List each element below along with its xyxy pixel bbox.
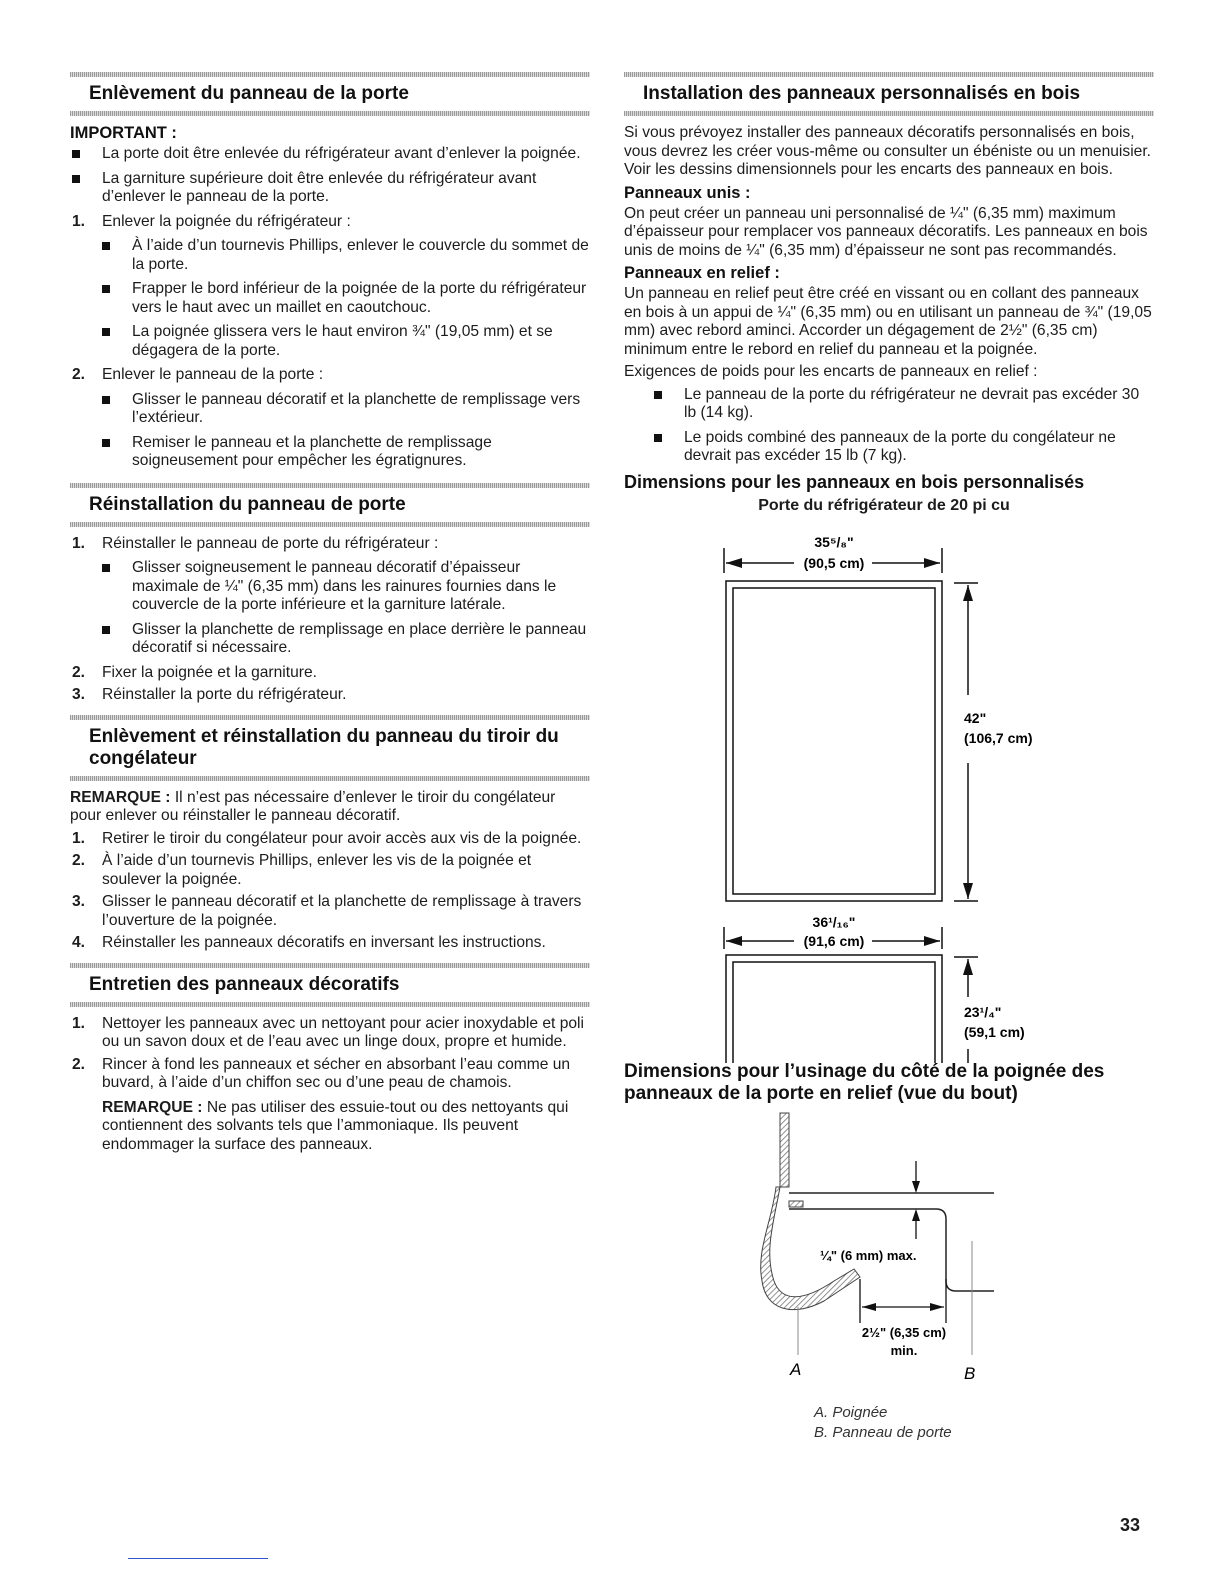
list-item: Le panneau de la porte du réfrigérateur ne devrait pas excéder 30 lb (14 kg).	[652, 386, 1154, 423]
list-item	[70, 1056, 590, 1155]
arrowhead	[930, 1303, 944, 1311]
handle-post	[780, 1113, 789, 1187]
numbered-list	[70, 535, 590, 705]
bullet-list	[102, 559, 590, 658]
dimensions-title: Dimensions pour les panneaux en bois personnalisés	[624, 471, 1085, 492]
list-item	[70, 535, 590, 658]
note-label: REMARQUE :	[102, 1098, 203, 1116]
list-item: Remiser le panneau et la planchette de remplissage soigneusement pour empêcher les égratignures.	[102, 434, 590, 471]
section-header	[70, 963, 590, 1007]
arrowhead	[912, 1181, 920, 1193]
arrowhead	[862, 1303, 876, 1311]
step-number: 1.	[72, 212, 86, 230]
section-title: Entretien des panneaux décoratifs	[89, 973, 400, 995]
paragraph: On peut créer un panneau uni personnalisé de ¼" (6,35 mm) maximum d’épaisseur pour remplacer vos panneaux décoratifs. Les panneaux en bois unis de moins de ¼" (6,35 mm) d’épaisseur ne sont pas recommandés.	[624, 204, 1148, 259]
legend-item: A. Poignée	[814, 1403, 888, 1421]
refrigerator-door-panel	[726, 581, 942, 901]
backing-strip	[789, 1201, 803, 1207]
step-text: À l’aide d’un tournevis Phillips, enlever les vis de la poignée et soulever la poignée.	[102, 852, 532, 888]
subsection-title: Panneaux unis :	[624, 183, 751, 202]
divider	[70, 963, 590, 968]
bullet-list	[652, 386, 1154, 466]
step-text: Nettoyer les panneaux avec un nettoyant pour acier inoxydable et poli ou un savon doux et de l’eau avec un linge doux, propre et humide.	[102, 1014, 584, 1050]
freezer-drawer-panel	[726, 955, 942, 1063]
bottom-height-inches: 23¹/₄"	[964, 1003, 1002, 1020]
section-header	[70, 483, 590, 527]
divider	[624, 111, 1154, 116]
divider	[70, 1002, 590, 1007]
arrowhead	[963, 959, 973, 975]
intro-paragraph: Si vous prévoyez installer des panneaux décoratifs personnalisés en bois, vous devrez les créer vous-même ou consulter un ébéniste ou un menuisier. Voir les dessins dimensionnels pour les encarts des panneaux en bois.	[624, 124, 1151, 178]
section-title: Installation des panneaux personnalisés en bois	[643, 83, 1081, 104]
divider	[70, 72, 590, 77]
list-item: La porte doit être enlevée du réfrigérateur avant d’enlever la poignée.	[70, 145, 590, 164]
step-text: Glisser le panneau décoratif et la planchette de remplissage à travers l’ouverture de la poignée.	[102, 893, 582, 929]
list-item	[70, 893, 590, 930]
numbered-list	[70, 1015, 590, 1155]
step-text: Fixer la poignée et la garniture.	[102, 663, 317, 681]
bottom-width-inches: 36¹/₁₆"	[812, 913, 856, 930]
top-width-inches: 35⁵/₈"	[814, 533, 854, 550]
arrowhead	[963, 585, 973, 601]
important-label: IMPORTANT :	[70, 124, 177, 142]
note-paragraph	[70, 789, 590, 826]
subsection-title: Panneaux en relief :	[624, 264, 780, 282]
top-height-cm: (106,7 cm)	[964, 729, 1033, 746]
arrowhead	[912, 1209, 920, 1221]
step-number: 2.	[72, 1055, 86, 1073]
list-item: Glisser soigneusement le panneau décoratif d’épaisseur maximale de ¼" (6,35 mm) dans les rainures fournies dans le couvercle de la porte inférieure et la garniture latérale.	[102, 559, 590, 615]
numbered-list	[70, 213, 590, 471]
step-number: 2.	[72, 852, 86, 869]
step-number: 2.	[72, 663, 86, 681]
step-text: Rincer à fond les panneaux et sécher en absorbant l’eau comme un buvard, à l’aide d’un chiffon sec ou d’une peau de chamois.	[102, 1055, 571, 1091]
step-number: 1.	[72, 534, 86, 552]
section-header	[70, 715, 590, 781]
step-number: 3.	[72, 686, 86, 703]
arrowhead	[924, 936, 940, 946]
section-header	[624, 72, 1154, 116]
bullet-list	[102, 391, 590, 471]
section-title: Réinstallation du panneau de porte	[89, 493, 406, 515]
list-item	[70, 830, 590, 849]
section-header	[70, 72, 590, 116]
list-item: À l’aide d’un tournevis Phillips, enlever le couvercle du sommet de la porte.	[102, 237, 590, 274]
diagram-subtitle: Porte du réfrigérateur de 20 pi cu	[758, 496, 1010, 514]
list-item: Glisser la planchette de remplissage en place derrière le panneau décoratif si nécessaire.	[102, 621, 590, 658]
top-width-cm: (90,5 cm)	[803, 554, 865, 571]
section-title: Enlèvement du panneau de la porte	[89, 83, 409, 104]
right-column	[624, 72, 1154, 1443]
step-text: Enlever la poignée du réfrigérateur :	[102, 212, 351, 230]
panel-dimension-diagram	[624, 523, 1154, 1063]
note-paragraph	[102, 1099, 590, 1155]
machining-title: Dimensions pour l’usinage du côté de la poignée des panneaux de la porte en relief (vue du bout)	[624, 1060, 1105, 1104]
page-number: 33	[1120, 1515, 1141, 1535]
note-text: Il n’est pas nécessaire d’enlever le tiroir du congélateur pour enlever ou réinstaller le panneau décoratif.	[70, 788, 556, 824]
divider	[70, 483, 590, 488]
step-number: 4.	[72, 934, 86, 951]
panel-inner-edge	[733, 962, 935, 1063]
divider	[70, 522, 590, 527]
left-column	[70, 72, 590, 1158]
divider	[70, 111, 590, 116]
paragraph: Un panneau en relief peut être créé en vissant ou en collant des panneaux en bois à un appui de ¼" (6,35 mm) ou en utilisant un panneau de ¾" (19,05 mm) avec rebord aminci. Accorder un dégagement de 2½" (6,35 cm) minimum entre le rebord en relief du panneau et la poignée.	[624, 285, 1152, 358]
step-text: Réinstaller la porte du réfrigérateur.	[102, 686, 347, 703]
list-item	[70, 934, 590, 953]
arrowhead	[726, 558, 742, 568]
step-number: 3.	[72, 893, 86, 910]
bullet-list	[102, 237, 590, 360]
note-label: REMARQUE :	[70, 788, 171, 806]
note-text: Ne pas utiliser des essuie-tout ou des nettoyants qui contiennent des solvants tels que l’ammoniaque. Ils peuvent endommager la surface des panneaux.	[102, 1098, 569, 1153]
footer-line	[128, 1558, 268, 1559]
divider	[624, 72, 1154, 77]
step-text: Réinstaller le panneau de porte du réfrigérateur :	[102, 534, 439, 552]
list-item: La garniture supérieure doit être enlevée du réfrigérateur avant d’enlever le panneau de la porte.	[70, 170, 590, 207]
diagram-legend	[814, 1403, 1154, 1443]
section-title: Enlèvement et réinstallation du panneau du tiroir du congélateur	[89, 725, 559, 769]
arrowhead	[924, 558, 940, 568]
list-item: Frapper le bord inférieur de la poignée de la porte du réfrigérateur vers le haut avec un maillet en caoutchouc.	[102, 280, 590, 317]
arrowhead	[963, 883, 973, 899]
legend-item: B. Panneau de porte	[814, 1423, 952, 1441]
gap-label: 2½" (6,35 cm)	[861, 1324, 947, 1340]
arrowhead	[726, 936, 742, 946]
paragraph: Exigences de poids pour les encarts de panneaux en relief :	[624, 363, 1038, 380]
gap-min-label: min.	[890, 1342, 918, 1358]
bottom-width-cm: (91,6 cm)	[803, 932, 865, 949]
list-item	[70, 664, 590, 683]
divider	[70, 715, 590, 720]
divider	[70, 776, 590, 781]
list-item	[70, 852, 590, 889]
list-item	[70, 1015, 590, 1052]
list-item: Glisser le panneau décoratif et la planchette de remplissage vers l’extérieur.	[102, 391, 590, 428]
list-item: La poignée glissera vers le haut environ ¾" (19,05 mm) et se dégagera de la porte.	[102, 323, 590, 360]
numbered-list	[70, 830, 590, 953]
step-text: Retirer le tiroir du congélateur pour avoir accès aux vis de la poignée.	[102, 829, 582, 847]
list-item	[70, 213, 590, 361]
step-text: Réinstaller les panneaux décoratifs en inversant les instructions.	[102, 934, 546, 951]
step-text: Enlever le panneau de la porte :	[102, 366, 324, 383]
step-number: 1.	[72, 1014, 86, 1032]
list-item	[70, 686, 590, 705]
step-number: 1.	[72, 829, 86, 847]
thickness-label: ¼" (6 mm) max.	[820, 1247, 917, 1263]
bottom-height-cm: (59,1 cm)	[964, 1023, 1025, 1040]
bullet-list	[70, 145, 590, 207]
label-a: A	[790, 1359, 802, 1379]
top-height-inches: 42"	[964, 709, 987, 726]
machining-diagram	[624, 1111, 1154, 1411]
list-item	[70, 366, 590, 471]
step-number: 2.	[72, 366, 86, 383]
list-item: Le poids combiné des panneaux de la porte du congélateur ne devrait pas excéder 15 lb (7 kg).	[652, 429, 1154, 466]
panel-inner-edge	[733, 588, 935, 894]
label-b: B	[964, 1363, 976, 1383]
